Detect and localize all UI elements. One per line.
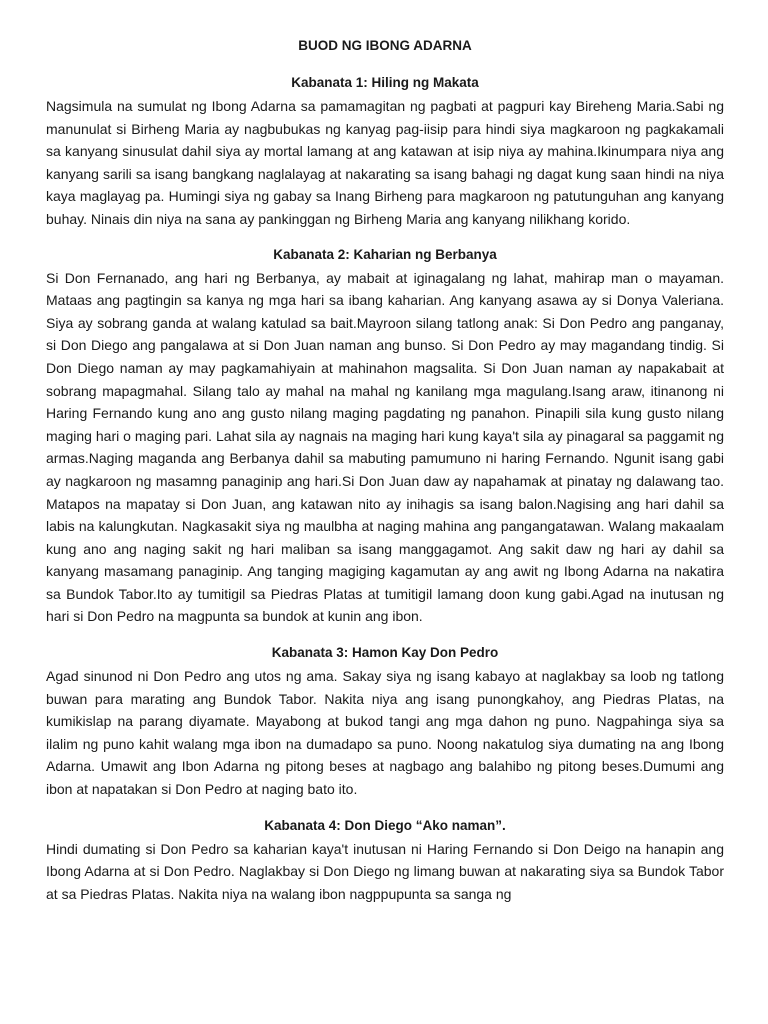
document-page (46, 34, 724, 917)
chapter-4-body: Hindi dumating si Don Pedro sa kaharian kaya't inutusan ni Haring Fernando si Don Deigo na hanapin ang Ibong Adarna at si Don Pedro. Naglakbay si Don Diego ng limang buwan at nakarating siya sa Bundok Tabor at sa Piedras Platas. Nakita niya na walang ibon nagppupunta sa sanga ng (46, 840, 724, 902)
chapter-2-heading: Kabanata 2: Kaharian ng Berbanya (273, 246, 497, 262)
chapter-2-body: Si Don Fernanado, ang hari ng Berbanya, ay mabait at iginagalang ng lahat, mahirap man o mayaman. Mataas ang pagtingin sa kanya ng mga hari sa ibang kaharian. Ang kanyang asawa ay si Donya Valeriana. Siya ay sobrang ganda at walang katulad sa bait.Mayroon silang tatlong anak: Si Don Pedro ang panganay, si Don Diego ang pangalawa at si Don Juan naman ang bunso. Si Don Pedro ay may magandang tindig. Si Don Diego naman ay may pagkamahiyain at mahinahon magsalita. Si Don Juan naman ay napakabait at sobrang mapagmahal. Silang talo ay mahal na mahal ng kanilang mga magulang.Isang araw, itinanong ni Haring Fernando kung ano ang gusto nilang maging pagdating ng panahon. Pinapili sila kung gusto nilang maging hari o maging pari. Lahat sila ay nagnais na maging hari kung kaya't sila ay pinagaral sa paggamit ng armas.Naging maganda ang Berbanya dahil sa mabuting pamumuno ni haring Fernando. Ngunit isang gabi ay nagkaroon ng masamng panaginip ang hari.Si Don Juan daw ay napahamak at pinatay ng dalawang tao. Matapos na mapatay si Don Juan, ang katawan nito ay inihagis sa isang balon.Nagising ang hari dahil sa labis na kalungkutan. Nagkasakit siya ng maulbha at naging mahina ang pangangatawan. Walang makaalam kung ano ang naging sakit ng hari maliban sa isang manggagamot. Ang sakit daw ng hari ay dahil sa kanyang masamang panaginip. Ang tanging magiging kagamutan ay ang awit ng Ibong Adarna na nakatira sa Bundok Tabor.Ito ay tumitigil sa Piedras Platas at tumitigil lamang doon kung gabi.Agad na inutusan ng hari si Don Pedro na magpunta sa bundok at kunin ang ibon. (46, 269, 724, 625)
chapter-3-body: Agad sinunod ni Don Pedro ang utos ng ama. Sakay siya ng isang kabayo at naglakbay sa loob ng tatlong buwan para marating ang Bundok Tabor. Nakita niya ang isang punongkahoy, ang Piedras Platas, na kumikislap na parang diyamate. Mayabong at bukod tangi ang mga dahon ng puno. Nagpahinga siya sa ilalim ng puno kahit walang mga ibon na dumadapo sa puno. Noong nakatulog siya dumating na ang Ibong Adarna. Umawit ang Ibon Adarna ng pitong beses at nagbago ang balahibo ng pitong beses.Dumumi ang ibon at napatakan si Don Pedro at naging bato ito. (46, 668, 724, 798)
chapter-1 (46, 71, 724, 231)
chapter-4 (46, 814, 724, 906)
chapter-3 (46, 641, 724, 801)
chapter-2 (46, 243, 724, 629)
chapter-1-heading: Kabanata 1: Hiling ng Makata (291, 75, 479, 90)
chapter-4-heading: Kabanata 4: Don Diego “Ako naman”. (264, 817, 506, 833)
document-title: BUOD NG IBONG ADARNA (298, 38, 472, 53)
chapter-1-body: Nagsimula na sumulat ng Ibong Adarna sa pamamagitan ng pagbati at pagpuri kay Bireheng Maria.Sabi ng manunulat si Birheng Maria ay nagbubukas ng kanyag pag-iisip para hindi siya magkaroon ng pagkakamali sa kanyang sinusulat dahil siya ay mortal lamang at ang katawan at isip niya ay mahina.Ikinumpara niya ang kanyang sarili sa isang bangkang naglalayag at nakarating sa isang bahagi ng dagat kung saan hindi na niya kaya maglayag pa. Humingi siya ng gabay sa Inang Birheng para magkaroon ng patutunguhan ang kanyang buhay. Ninais din niya na sana ay pankinggan ng Birheng Maria ang kanyang nilikhang korido. (46, 98, 724, 227)
chapter-3-heading: Kabanata 3: Hamon Kay Don Pedro (271, 645, 499, 661)
